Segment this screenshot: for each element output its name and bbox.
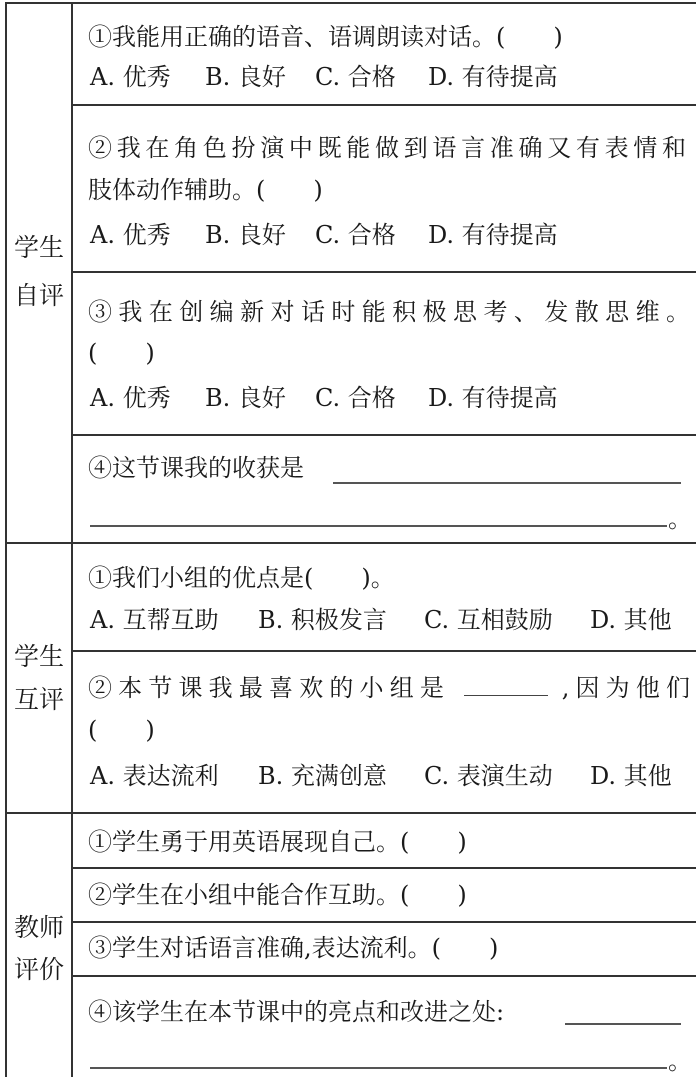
- question-text: ②学生在小组中能合作互助。( ): [88, 881, 467, 909]
- option: C. 合格: [315, 63, 396, 91]
- answer-line[interactable]: [90, 525, 667, 527]
- section-label: 学生: [14, 233, 65, 262]
- row-divider: [71, 650, 696, 652]
- question-text-part: ,因为他们: [561, 674, 691, 702]
- question-text: ( ): [88, 339, 155, 367]
- section-divider: [5, 542, 696, 544]
- section-label: 互评: [14, 685, 65, 714]
- row-divider: [71, 921, 696, 923]
- row-divider: [71, 867, 696, 869]
- question-text: [88, 673, 690, 703]
- row-divider: [71, 104, 696, 106]
- period: 。: [668, 505, 692, 533]
- column-divider: [71, 2, 73, 1077]
- row-divider: [71, 271, 696, 273]
- option: C. 合格: [315, 384, 396, 412]
- option: A. 互帮互助: [90, 606, 219, 634]
- option: D. 有待提高: [428, 221, 558, 249]
- answer-line[interactable]: [565, 1023, 681, 1025]
- option: A. 优秀: [90, 221, 171, 249]
- question-text: 肢体动作辅助。( ): [88, 176, 323, 204]
- question-text: ( ): [88, 716, 155, 744]
- section-label: 教师: [14, 913, 65, 942]
- question-text: ②我在角色扮演中既能做到语言准确又有表情和: [88, 134, 686, 162]
- option: B. 良好: [205, 384, 286, 412]
- question-text: ①我们小组的优点是( )。: [88, 564, 395, 592]
- table-border-top: [5, 2, 696, 4]
- option: D. 有待提高: [428, 384, 558, 412]
- option: B. 充满创意: [258, 762, 387, 790]
- option: C. 合格: [315, 221, 396, 249]
- row-divider: [71, 434, 696, 436]
- option: C. 表演生动: [424, 762, 553, 790]
- option: C. 互相鼓励: [424, 606, 553, 634]
- option: B. 良好: [205, 63, 286, 91]
- option: D. 其他: [590, 762, 672, 790]
- question-text: ③学生对话语言准确,表达流利。( ): [88, 934, 499, 962]
- answer-blank[interactable]: [464, 673, 548, 696]
- section-divider: [5, 812, 696, 814]
- question-text: ④这节课我的收获是: [88, 454, 304, 482]
- question-text-part: ②本节课我最喜欢的小组是: [88, 674, 451, 702]
- question-text: ④该学生在本节课中的亮点和改进之处:: [88, 998, 505, 1026]
- question-text: ③我在创编新对话时能积极思考、发散思维。: [88, 298, 690, 326]
- option: B. 良好: [205, 221, 286, 249]
- option: B. 积极发言: [258, 606, 387, 634]
- option: A. 优秀: [90, 384, 171, 412]
- section-label: 自评: [14, 281, 65, 310]
- option: D. 有待提高: [428, 63, 558, 91]
- period: 。: [668, 1047, 692, 1075]
- row-divider: [71, 975, 696, 977]
- answer-line[interactable]: [333, 482, 681, 484]
- option: D. 其他: [590, 606, 672, 634]
- answer-line[interactable]: [90, 1067, 667, 1069]
- section-label: 学生: [14, 642, 65, 671]
- question-text: ①我能用正确的语音、语调朗读对话。( ): [88, 23, 563, 51]
- option: A. 优秀: [90, 63, 171, 91]
- table-border-left: [5, 2, 7, 1077]
- question-text: ①学生勇于用英语展现自己。( ): [88, 828, 467, 856]
- section-label: 评价: [14, 955, 65, 984]
- option: A. 表达流利: [90, 762, 219, 790]
